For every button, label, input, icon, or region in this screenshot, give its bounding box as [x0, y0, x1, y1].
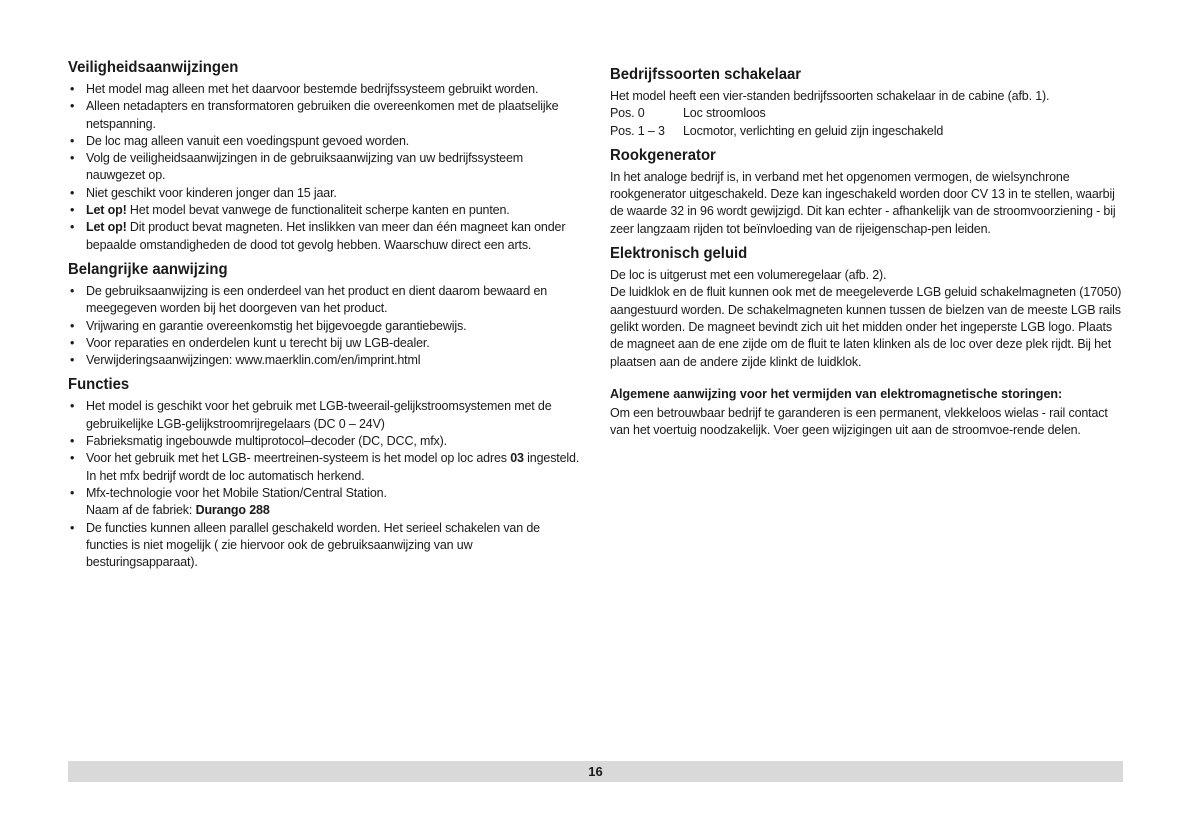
- item-text: Mfx-technologie voor het Mobile Station/Central Station.: [86, 485, 387, 500]
- important-list: [68, 283, 583, 369]
- emc-text: Om een betrouwbaar bedrijf te garanderen is een permanent, vlekkeloos wielas - rail contact van het voertuig noodzakelijk. Voer geen wijzigingen uit aan de stroomvoe-rende delen.: [610, 405, 1108, 438]
- item-text: Naam af de fabriek:: [86, 503, 196, 518]
- smoke-text: In het analoge bedrijf is, in verband met het opgenomen vermogen, de wielsynchrone rookgenerator uitgeschakeld. Deze kan ingeschakeld worden door CV 13 in te stellen, waarbij de waarde 32 in 96 wordt gewijzigd. Dit kan echter - afhankelijk van de stroomvoorziening - bij zeer langzaam rijden tot beïnvloeding van de rijeigenschap-pen leiden.: [610, 169, 1116, 236]
- list-item: • Niet geschikt voor kinderen jonger dan 15 jaar.: [68, 185, 583, 202]
- list-item: • Fabrieksmatig ingebouwde multiprotocol–decoder (DC, DCC, mfx).: [68, 433, 583, 450]
- list-item: [68, 219, 583, 254]
- item-text: Voor het gebruik met het LGB- meertreinen-systeem is het model op loc adres: [86, 451, 511, 466]
- page-number: 16: [588, 764, 603, 779]
- position-value: Loc stroomloos: [683, 106, 766, 121]
- list-item: [68, 202, 583, 219]
- modes-heading: Bedrijfssoorten schakelaar: [610, 66, 802, 83]
- warning-label: Let op!: [86, 203, 127, 218]
- sound-text-2: De luidklok en de fluit kunnen ook met de meegeleverde LGB geluid schakelmagneten (17050) aangestuurd worden. De schakelmagneten kunnen tussen de bielzen van de meeste LGB rails gelikt worden. De magneet bevindt zich uit het midden onder het ingeperste LGB logo. Plaats de magneet aan de ene zijde om de fluit te laten klinken als de loc over deze plek rijdt. Bij het plaatsen aan de andere zijde klinkt de luidklok.: [610, 285, 1122, 369]
- important-heading: Belangrijke aanwijzing: [68, 260, 228, 278]
- right-column: [610, 58, 1124, 439]
- left-column: [68, 58, 583, 571]
- sound-text-1: De loc is uitgerust met een volumeregelaar (afb. 2).: [610, 268, 887, 283]
- list-item: • Voor reparaties en onderdelen kunt u terecht bij uw LGB-dealer.: [68, 335, 583, 352]
- modes-intro: Het model heeft een vier-standen bedrijfssoorten schakelaar in de cabine (afb. 1).: [610, 89, 1050, 103]
- warning-text: Het model bevat vanwege de functionaliteit scherpe kanten en punten.: [126, 203, 510, 218]
- list-item: • Het model is geschikt voor het gebruik met LGB-tweerail-gelijkstroomsystemen met de gebruikelijke LGB-gelijkstroomrijregelaars (DC 0 – 24V): [68, 398, 583, 433]
- sound-heading: Elektronisch geluid: [610, 245, 748, 263]
- list-item: • Volg de veiligheidsaanwijzingen in de gebruiksaanwijzing van uw bedrijfssysteem nauwgezet op.: [68, 150, 583, 185]
- position-row: [610, 123, 1124, 140]
- list-item: • Verwijderingsaanwijzingen: www.maerklin.com/en/imprint.html: [68, 352, 583, 369]
- list-item: • Het model mag alleen met het daarvoor bestemde bedrijfssysteem gebruikt worden.: [68, 81, 583, 98]
- loc-address: 03: [510, 451, 524, 466]
- warning-label: Let op!: [86, 220, 127, 235]
- list-item: • De gebruiksaanwijzing is een onderdeel van het product en dient daarom bewaard en meegegeven worden bij het doorgeven van het product.: [68, 283, 583, 318]
- position-key: Pos. 1 – 3: [610, 123, 665, 138]
- functions-heading: Functies: [68, 376, 130, 394]
- position-row: [610, 105, 1124, 122]
- item-text: ingesteld. In het mfx bedrijf wordt de loc automatisch herkend.: [86, 451, 580, 483]
- safety-heading: Veiligheidsaanwijzingen: [68, 59, 239, 76]
- list-item: • Alleen netadapters en transformatoren gebruiken die overeenkomen met de plaatselijke netspanning.: [68, 98, 583, 133]
- smoke-heading: Rookgenerator: [610, 146, 716, 164]
- factory-name: Durango 288: [195, 503, 270, 518]
- list-item: • Vrijwaring en garantie overeenkomstig het bijgevoegde garantiebewijs.: [68, 318, 583, 335]
- emc-heading: Algemene aanwijzing voor het vermijden van elektromagnetische storingen:: [610, 386, 1063, 401]
- list-item: [68, 450, 583, 485]
- position-key: Pos. 0: [610, 106, 645, 121]
- functions-list: [68, 398, 583, 571]
- position-value: Locmotor, verlichting en geluid zijn ingeschakeld: [683, 123, 944, 138]
- list-item: • De functies kunnen alleen parallel geschakeld worden. Het serieel schakelen van de functies is niet mogelijk ( zie hiervoor ook de gebruiksaanwijzing van uw besturingsapparaat).: [68, 520, 583, 572]
- warning-text: Dit product bevat magneten. Het inslikken van meer dan één magneet kan onder bepaalde omstandigheden de dood tot gevolg hebben. Waarschuw direct een arts.: [86, 220, 566, 252]
- page-footer: [68, 761, 1123, 782]
- list-item: • De loc mag alleen vanuit een voedingspunt gevoed worden.: [68, 133, 583, 150]
- safety-list: [68, 81, 583, 254]
- list-item: [68, 485, 583, 520]
